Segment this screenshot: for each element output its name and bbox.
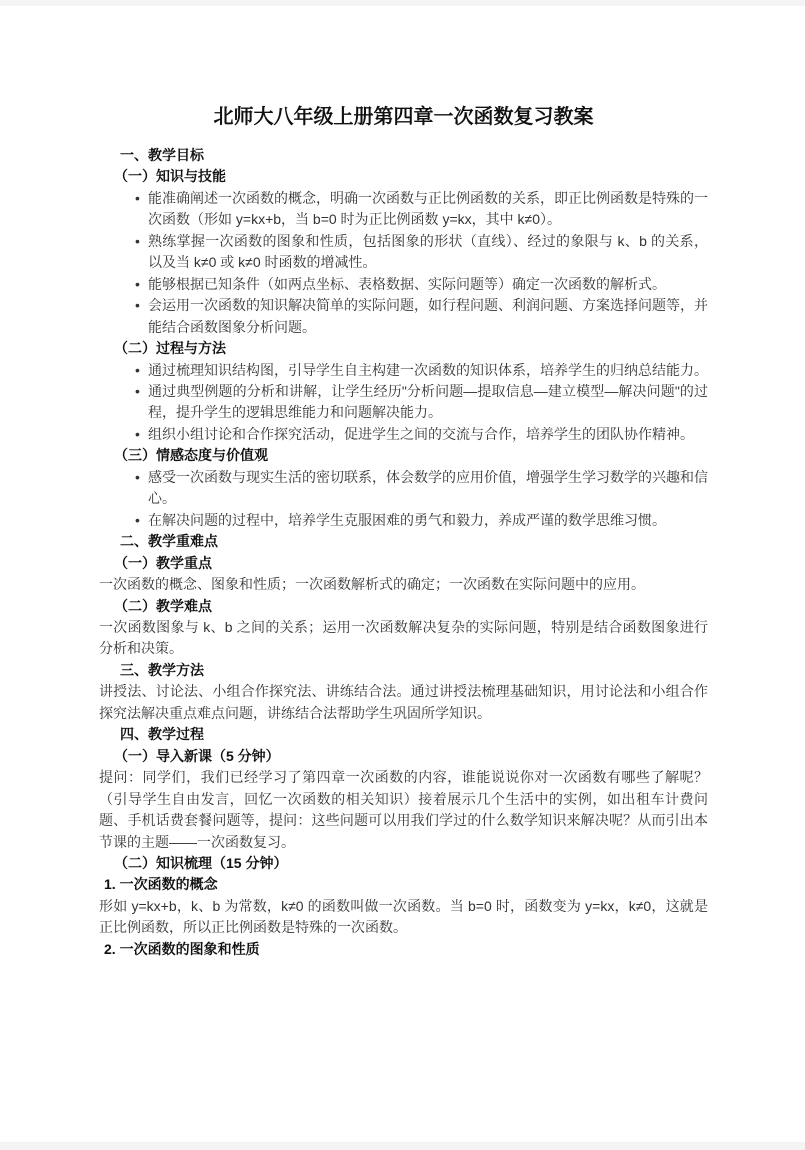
subheading-linear-function-concept: 1. 一次函数的概念	[104, 876, 218, 893]
bullet-item: • 在解决问题的过程中，培养学生克服困难的勇气和毅力，养成严谨的数学思维习惯。	[99, 510, 708, 531]
heading-key-difficult-points: 二、教学重难点	[120, 533, 218, 550]
bullet-item: • 感受一次函数与现实生活的密切联系，体会数学的应用价值，增强学生学习数学的兴趣和信心。	[99, 467, 708, 510]
document-title: 北师大八年级上册第四章一次函数复习教案	[213, 106, 594, 128]
paragraph: 一次函数图象与 k、b 之间的关系；运用一次函数解决复杂的实际问题，特别是结合函数图象进行分析和决策。	[99, 618, 708, 657]
bullet-item: • 能够根据已知条件（如两点坐标、表格数据、实际问题等）确定一次函数的解析式。	[99, 274, 708, 295]
document-content	[0, 6, 805, 960]
subheading-knowledge-skills: （一）知识与技能	[114, 168, 226, 185]
paragraph: 一次函数的概念、图象和性质；一次函数解析式的确定；一次函数在实际问题中的应用。	[99, 576, 645, 593]
subheading-process-methods: （二）过程与方法	[114, 340, 226, 357]
bullet-list	[99, 467, 708, 531]
heading-teaching-goals: 一、教学目标	[120, 147, 204, 163]
bullet-item: • 会运用一次函数的知识解决简单的实际问题，如行程问题、利润问题、方案选择问题等，并能结合函数图象分析问题。	[99, 295, 708, 338]
subheading-difficult-points: （二）教学难点	[114, 597, 212, 614]
bullet-item: • 组织小组讨论和合作探究活动，促进学生之间的交流与合作，培养学生的团队协作精神。	[99, 424, 708, 445]
subheading-key-points: （一）教学重点	[114, 554, 212, 571]
paragraph: 提问：同学们，我们已经学习了第四章一次函数的内容，谁能说说你对一次函数有哪些了解呢？（引导学生自由发言，回忆一次函数的相关知识）接着展示几个生活中的实例，如出租车计费问题、手机话费套餐问题等，提问：这些问题可以用我们学过的什么数学知识来解决呢？从而引出本节课的主题——一次函数复习。	[99, 769, 708, 850]
subheading-linear-function-graph-properties: 2. 一次函数的图象和性质	[104, 940, 260, 957]
heading-teaching-process: 四、教学过程	[120, 726, 204, 743]
paragraph: 讲授法、讨论法、小组合作探究法、讲练结合法。通过讲授法梳理基础知识，用讨论法和小组合作探究法解决重点难点问题，讲练结合法帮助学生巩固所学知识。	[99, 683, 708, 721]
bullet-list	[99, 360, 708, 446]
subheading-knowledge-review: （二）知识梳理（15 分钟）	[114, 854, 288, 871]
bullet-item: • 能准确阐述一次函数的概念，明确一次函数与正比例函数的关系，即正比例函数是特殊的一次函数（形如 y=kx+b，当 b=0 时为正比例函数 y=kx，其中 k≠0）。	[99, 188, 708, 231]
heading-teaching-methods: 三、教学方法	[120, 661, 204, 678]
paragraph: 形如 y=kx+b，k、b 为常数，k≠0 的函数叫做一次函数。当 b=0 时，函数变为 y=kx，k≠0，这就是正比例函数，所以正比例函数是特殊的一次函数。	[99, 897, 708, 936]
bullet-list	[99, 188, 708, 338]
bullet-item: • 熟练掌握一次函数的图象和性质，包括图象的形状（直线）、经过的象限与 k、b 的关系，以及当 k≠0 或 k≠0 时函数的增减性。	[99, 231, 708, 274]
bullet-item: • 通过梳理知识结构图，引导学生自主构建一次函数的知识体系，培养学生的归纳总结能力。	[99, 360, 708, 381]
subheading-emotion-values: （三）情感态度与价值观	[114, 447, 268, 464]
bullet-item: • 通过典型例题的分析和讲解，让学生经历"分析问题—提取信息—建立模型—解决问题"的过程，提升学生的逻辑思维能力和问题解决能力。	[99, 381, 708, 424]
subheading-lesson-intro: （一）导入新课（5 分钟）	[114, 747, 280, 764]
document-page	[0, 6, 805, 1142]
